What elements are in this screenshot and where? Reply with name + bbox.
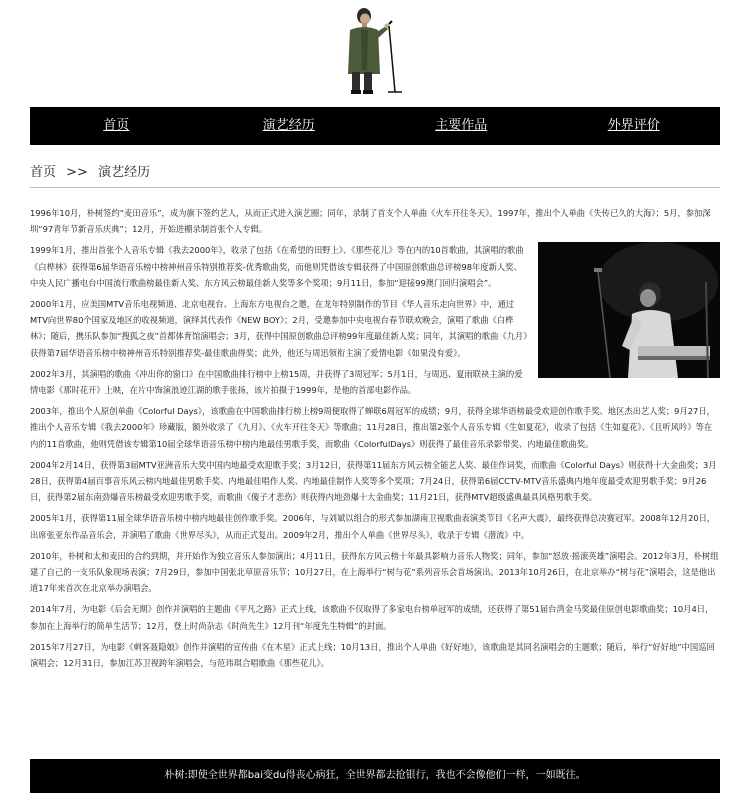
paragraph: 2010年，朴树和太和麦田的合约到期，并开始作为独立音乐人参加演出；4月11日，获得东方风云榜十年最具影响力音乐人物奖；同年，参加“怒放·摇滚英雄”演唱会。2012年3月，朴树组建了自己的一支乐队象现场表演；7月29日，参加中国张北草原音乐节；10月27日，在上海举行“树与花”系列音乐会首场演出。2013年10月26日，在北京举办“树与花”演唱会，这是他出道17年来首次在北京举办演唱会。 xyxy=(30,550,719,594)
divider xyxy=(30,187,720,188)
paragraph: 2015年7月27日，为电影《刺客聂隐娘》创作并演唱的宣传曲《在木星》正式上线；10月13日，推出个人单曲《好好地》，该歌曲是其同名演唱会的主题歌；随后，举行“好好地”中国巡回演唱会；12月31日，参加江苏卫视跨年演唱会，与范玮琪合唱歌曲《那些花儿》。 xyxy=(30,641,715,669)
paragraph: 2002年3月，其演唱的歌曲《冲出你的窗口》在中国歌曲排行榜中上榜15周，并获得了3周冠军；5月1日，与周迅、夏雨联袂主演的爱情电影《那时花开》上映，在片中饰演浪迹江湖的歌手张扬，该片拍摄于1999年，是他的首部电影作品。 xyxy=(30,368,523,396)
nav-item-reviews[interactable]: 外界评价 xyxy=(607,118,660,133)
breadcrumb xyxy=(30,161,156,180)
paragraph: 2003年，推出个人原创单曲《Colorful Days》，该歌曲在中国歌曲排行榜上榜9周便取得了蝉联6周冠军的成绩；9月，获得全球华语榜最受欢迎创作歌手奖、地区杰出艺人奖；9月27日，推出个人音乐专辑《我去2000年》珍藏版，额外收录了《九月》、《火车开往冬天》等歌曲；11月28日，推出第2张个人音乐专辑《生如夏花》，收录了包括《生如夏花》、《且听风吟》等在内的11首歌曲，他则凭借该专辑第10届全球华语音乐榜中榜内地最佳男歌手奖，而歌曲《ColorfulDays》则获得了最佳音乐录影带奖、内地最佳歌曲奖。 xyxy=(30,406,715,449)
paragraph: 2000年1月，应美国MTV音乐电视频道、北京电视台、上海东方电视台之邀，在龙年特别制作的节目《华人音乐走向世界》中，通过MTV向世界80个国家及地区的收视频道，演绎其代表作《NEW BOY》；2月，受邀参加中央电视台春节联欢晚会，演唱了歌曲《白桦林》；随后，携乐队参加“搜狐之夜”首都体育馆演唱会；3月，获得中国原创歌曲总评榜99年度最佳新人奖；同年，其演唱的歌曲《九月》获得第7届华语音乐榜中榜神州音乐特别推荐奖-最佳歌曲得奖；此外，他还与周迅领衔主演了爱情电影《如果没有爱》。 xyxy=(30,299,528,358)
footer xyxy=(30,759,720,793)
paragraph: 2004年2月14日，获得第3届MTV亚洲音乐大奖中国内地最受欢迎歌手奖；3月12日，获得第11届东方风云榜全能艺人奖、最佳作词奖，而歌曲《Colorful Days》则获得十大金曲奖；3月28日，获得第4届百事音乐风云榜内地最佳男歌手奖、内地最佳唱作人奖、内地最佳制作人奖等多个奖项；7月24日，获得第6届CCTV-MTV音乐盛典内地年度最受欢迎男歌手奖；9月26日，获得第2届东南劲爆音乐榜最受欢迎男歌手奖，而歌曲《傻子才悲伤》则获得内地劲爆十大金曲奖；11月21日，获得MTV超级盛典最具风格男歌手奖。 xyxy=(30,459,717,503)
footer-quote: 朴树:即使全世界都bai变du得丧心病狂，全世界都去抢银行，我也不会像他们一样，一如既往。 xyxy=(164,770,586,781)
header-logo-image xyxy=(340,4,410,96)
article-content xyxy=(30,205,720,676)
paragraph: 2005年1月，获得第11届全球华语音乐榜中榜内地最佳创作歌手奖。2006年，与刘斌以组合的形式参加湖南卫视歌曲表演类节目《名声大震》，最终获得总决赛冠军。2008年12月20日，出席张亚东作品音乐会，并演唱了歌曲《世界尽头》，从而正式复出。2009年2月，推出个人单曲《世界尽头》，收录于专辑《潜流》中。 xyxy=(30,513,716,540)
nav-item-works[interactable]: 主要作品 xyxy=(435,118,488,133)
breadcrumb-current: 演艺经历 xyxy=(98,165,151,180)
paragraph: 1996年10月，朴树签约“麦田音乐”，成为旗下签约艺人，从而正式进入演艺圈；同年，录制了首支个人单曲《火车开往冬天》。1997年，推出个人单曲《失传已久的大海》；5月，参加深圳“97青年节新音乐庆典”；12月，开始进棚录制首张个人专辑。 xyxy=(30,208,711,235)
nav-item-home[interactable]: 首页 xyxy=(103,118,130,133)
performance-photo xyxy=(538,242,720,378)
main-nav xyxy=(30,107,720,145)
breadcrumb-separator: >> xyxy=(66,165,88,180)
nav-item-career[interactable]: 演艺经历 xyxy=(262,118,315,133)
breadcrumb-home[interactable]: 首页 xyxy=(30,165,57,180)
paragraph: 1999年1月，推出首张个人音乐专辑《我去2000年》，收录了包括《在希望的田野上》、《那些花儿》等在内的10首歌曲，其演唱的歌曲《白桦林》获得第6届华语音乐榜中榜神州音乐特别推荐奖-优秀歌曲奖，而他则凭借该专辑获得了中国原创歌曲总评榜98年度新人奖、中央人民广播电台中国流行歌曲榜最佳新人奖、东方风云榜最佳新人奖等多个奖项；9月11日，参加“迎接99澳门回归演唱会”。 xyxy=(30,245,524,288)
paragraph: 2014年7月，为电影《后会无期》创作并演唱的主题曲《平凡之路》正式上线，该歌曲不仅取得了多家电台榜单冠军的成绩，还获得了第51届台湾金马奖最佳原创电影歌曲奖；10月4日，参加在上海举行的简单生活节；12月，登上时尚杂志《时尚先生》12月刊“年度先生特辑”的封面。 xyxy=(30,604,714,631)
